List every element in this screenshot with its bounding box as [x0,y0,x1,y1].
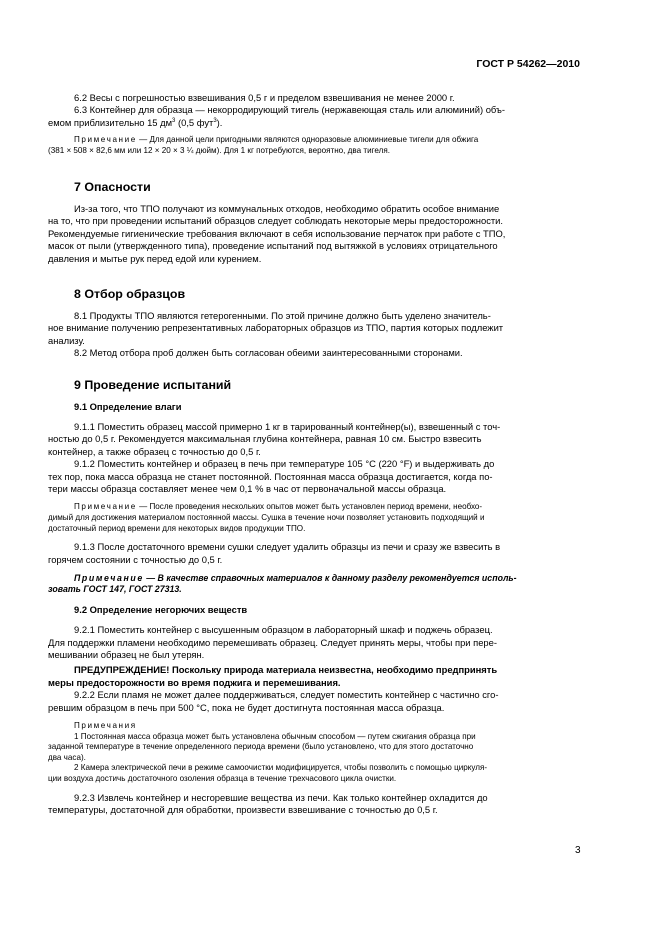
paragraph-9-1-1: 9.1.1 Поместить образец массой примерно 1 кг в тарированный контейнер(ы), взвешенный с точ- [74,421,501,432]
paragraph-9-1-3-cont: горячем состоянии с точностью до 0,5 г. [48,553,223,565]
note-6-3-cont: (381 × 508 × 82,6 мм или 12 × 20 × 3 ¼ дюйм). Для 1 кг потребуются, вероятно, два тигеля. [48,145,390,155]
paragraph-9-1-1-cont: ностью до 0,5 г. Рекомендуется максимальная глубина контейнера, равная 10 см. Быстро взвесить [48,433,482,445]
note-9-1-2-cont: димый для достижения материалом постоянной массы. Сушка в течение ночи позволяет установить подходящий и [48,513,485,523]
notes-9-2-2-label: Примечания [74,721,137,731]
note-9-2-2-item-1-cont: два часа). [48,752,86,762]
paragraph-8-1: 8.1 Продукты ТПО являются гетерогенными. По этой причине должно быть уделено значитель- [74,310,491,321]
section-9-title: 9 Проведение испытаний [74,378,232,392]
paragraph-8-2: 8.2 Метод отбора проб должен быть согласован обеими заинтересованными сторонами. [74,347,463,359]
paragraph-6-2: 6.2 Весы с погрешностью взвешивания 0,5 г и пределом взвешивания не менее 2000 г. [74,92,455,103]
warning-text-cont: меры предосторожности во время поджига и перемешивания. [48,676,341,688]
section-7-line: на то, что при проведении испытаний образцов следует соблюдать некоторые меры предосторожности. [48,215,504,227]
paragraph-9-2-1-cont: мешивании образец не был утерян. [48,649,205,661]
document-code: ГОСТ Р 54262—2010 [476,58,580,70]
paragraph-9-1-3: 9.1.3 После достаточного времени сушки следует удалить образцы из печи и сразу же взвесить в [74,541,501,553]
note-9-1-3: Примечание — В качестве справочных материалов к данному разделу рекомендуется исполь- [74,573,517,584]
note-9-2-2-item-2: 2 Камера электрической печи в режиме самоочистки модифицируется, чтобы позволить с помощью циркуля- [74,763,488,773]
note-9-2-2-item-1-cont: заданной температуре в течение определенного периода времени (было установлено, что для этого достаточно [48,742,474,752]
paragraph-9-1-2-cont: тех пор, пока масса образца не станет постоянной. Постоянная масса образца достигается, когда по- [48,470,493,482]
section-7-line: Из-за того, что ТПО получают из коммунальных отходов, необходимо обратить особое внимание [74,203,500,214]
page-number: 3 [575,845,581,856]
paragraph-6-3-cont: емом приблизительно 15 $дм^3$ (0,5 фут$^3$). [48,116,223,128]
note-9-2-2-item-2-cont: ции воздуха достичь достаточного озоления образца в течение трехчасового цикла очистки. [48,774,397,784]
section-8 [48,287,580,360]
paragraph-9-2-2: 9.2.2 Если пламя не может далее поддерживаться, следует поместить контейнер с частично сго- [74,689,499,701]
note-9-1-3-cont: зовать ГОСТ 147, ГОСТ 27313. [48,583,182,594]
paragraph-9-2-3: 9.2.3 Извлечь контейнер и несгоревшие вещества из печи. Как только контейнер охладится до [74,791,488,803]
section-8-title: 8 Отбор образцов [74,287,186,301]
paragraph-9-1-2-cont: тери массы образца составляет менее чем 0,1 % в час от первоначальной массы образца. [48,483,447,495]
subsection-9-1-title: 9.1 Определение влаги [74,401,182,412]
paragraph-9-2-1: 9.2.1 Поместить контейнер с высушенным образцом в лабораторный шкаф и поджечь образец. [74,624,493,636]
section-7-line: давления и мытье рук перед едой или курением. [48,252,262,264]
note-9-2-2-item-1: 1 Постоянная масса образца может быть установлена обычным способом — путем сжигания образца при [74,731,476,741]
paragraph-9-1-1-cont: контейнер, а также образец с точностью до 0,5 г. [48,445,261,457]
paragraph-9-2-2-cont: ревшим образцом в печь при 500 °С, пока не будет достигнута постоянная масса образца. [48,701,445,713]
paragraph-9-2-1-cont: Для поддержки пламени необходимо перемешивать образец. Следует принять меры, чтобы при пере- [48,636,497,648]
note-6-3: Примечание — Для данной цели пригодными являются одноразовые алюминиевые тигели для обжига [74,135,479,145]
paragraph-9-1-2: 9.1.2 Поместить контейнер и образец в печь при температуре 105 °С (220 °F) и выдерживать до [74,458,495,470]
paragraph-8-1-cont: ное внимание получению репрезентативных лабораторных образцов из ТПО, партия которых подлежит [48,322,504,334]
section-7-line: Рекомендуемые гигиенические требования включают в себя использование перчаток при работе с ТПО, [48,227,506,239]
paragraph-8-1-cont: анализу. [48,334,85,346]
section-6-continued [48,92,580,156]
section-7 [48,180,580,265]
section-9 [48,378,580,816]
paragraph-6-3: 6.3 Контейнер для образца — некорродирующий тигель (нержавеющая сталь или алюминий) объ- [74,104,505,116]
note-9-1-2: Примечание — После проведения нескольких опытов может быть установлен период времени, необхо- [74,502,483,512]
note-9-1-2-cont: достаточный период времени для некоторых видов продукции ТПО. [48,523,306,533]
section-7-line: масок от пыли (утвержденного типа), проведение испытаний под вытяжкой в условиях отрицательного [48,240,498,252]
subsection-9-2-title: 9.2 Определение негорючих веществ [74,604,248,616]
section-7-title: 7 Опасности [74,180,151,194]
paragraph-9-2-3-cont: температуры, достаточной для обработки, произвести взвешивание с точностью до 0,5 г. [48,804,438,816]
warning-text: ПРЕДУПРЕЖДЕНИЕ! Поскольку природа материала неизвестна, необходимо предпринять [74,664,498,676]
